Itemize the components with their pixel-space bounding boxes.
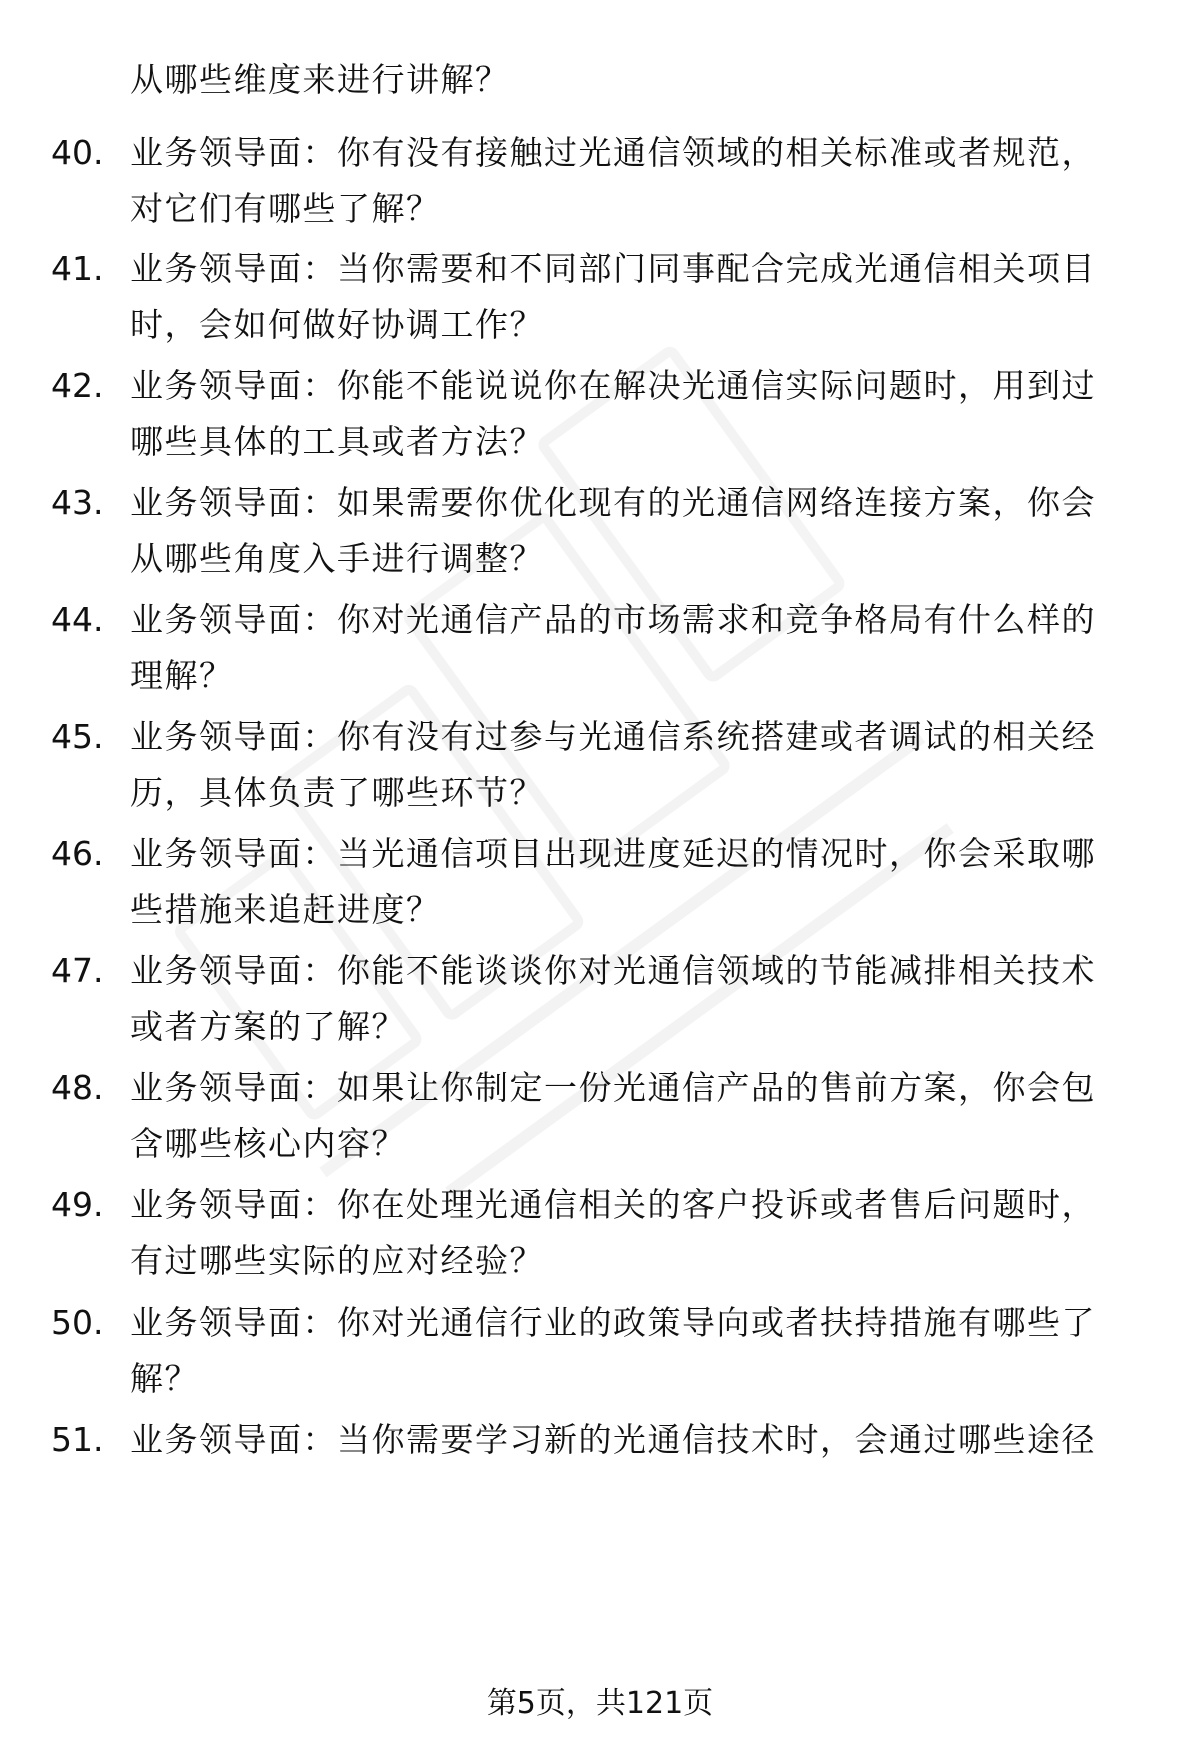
page-footer: 第5页，共121页 <box>486 1686 714 1721</box>
question-line: 业务领导面：如果需要你优化现有的光通信网络连接方案，你会 <box>130 483 1096 522</box>
question-line: 业务领导面：你对光通信行业的政策导向或者扶持措施有哪些了 <box>130 1303 1096 1342</box>
question-text <box>130 832 1140 944</box>
question-text <box>130 131 1140 243</box>
question-line: 历，具体负责了哪些环节？ <box>130 773 544 812</box>
question-line: 业务领导面：当光通信项目出现进度延迟的情况时，你会采取哪 <box>130 834 1096 873</box>
question-text <box>130 481 1140 593</box>
question-line: 或者方案的了解？ <box>130 1007 406 1046</box>
question-text <box>130 1183 1140 1295</box>
question-text <box>130 247 1140 359</box>
question-number: 40. <box>51 133 104 172</box>
question-line: 哪些具体的工具或者方法？ <box>130 422 544 461</box>
question-line: 业务领导面：当你需要和不同部门同事配合完成光通信相关项目 <box>130 249 1096 288</box>
question-line: 业务领导面：你能不能谈谈你对光通信领域的节能减排相关技术 <box>130 951 1096 990</box>
question-text <box>130 1418 1140 1474</box>
question-text <box>130 1301 1140 1413</box>
question-line: 业务领导面：你对光通信产品的市场需求和竞争格局有什么样的 <box>130 600 1096 639</box>
question-number: 48. <box>51 1068 104 1107</box>
question-text <box>130 949 1140 1061</box>
question-text <box>130 715 1140 827</box>
question-number: 41. <box>51 249 104 288</box>
question-text <box>130 364 1140 476</box>
question-number: 43. <box>51 483 104 522</box>
question-line: 业务领导面：你在处理光通信相关的客户投诉或者售后问题时， <box>130 1185 1096 1224</box>
question-line: 业务领导面：你有没有过参与光通信系统搭建或者调试的相关经 <box>130 717 1096 756</box>
question-number: 46. <box>51 834 104 873</box>
question-number: 42. <box>51 366 104 405</box>
question-line: 些措施来追赶进度？ <box>130 890 441 929</box>
question-text <box>130 598 1140 710</box>
continued-question-line: 从哪些维度来进行讲解？ <box>130 60 510 99</box>
question-text <box>130 1066 1140 1178</box>
question-line: 从哪些角度入手进行调整？ <box>130 539 544 578</box>
question-line: 时，会如何做好协调工作？ <box>130 305 544 344</box>
question-line: 有过哪些实际的应对经验？ <box>130 1241 544 1280</box>
question-line: 解？ <box>130 1359 199 1398</box>
question-number: 47. <box>51 951 104 990</box>
question-line: 业务领导面：当你需要学习新的光通信技术时，会通过哪些途径 <box>130 1420 1096 1459</box>
question-number: 45. <box>51 717 104 756</box>
question-line: 含哪些核心内容？ <box>130 1124 406 1163</box>
question-number: 51. <box>51 1420 104 1459</box>
question-number: 49. <box>51 1185 104 1224</box>
question-number: 44. <box>51 600 104 639</box>
question-line: 理解？ <box>130 656 234 695</box>
question-line: 业务领导面：如果让你制定一份光通信产品的售前方案，你会包 <box>130 1068 1096 1107</box>
question-line: 业务领导面：你有没有接触过光通信领域的相关标准或者规范， <box>130 133 1096 172</box>
question-line: 对它们有哪些了解？ <box>130 189 441 228</box>
question-line: 业务领导面：你能不能说说你在解决光通信实际问题时，用到过 <box>130 366 1096 405</box>
question-number: 50. <box>51 1303 104 1342</box>
